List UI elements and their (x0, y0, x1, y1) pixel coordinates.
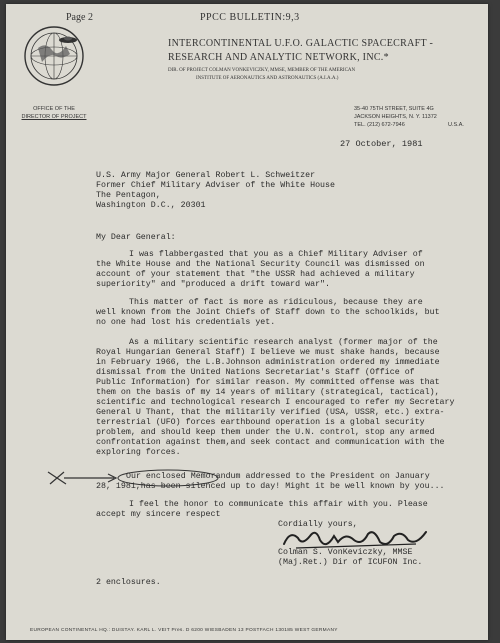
organization-name-line-2: RESEARCH AND ANALYTIC NETWORK, INC.* (168, 52, 389, 63)
body-line: confrontation against them,and seek contact and communication with the (96, 438, 445, 447)
recipient-line: Former Chief Military Adviser of the White House (96, 181, 335, 190)
body-line: accept my sincere respect (96, 510, 221, 519)
address-line: JACKSON HEIGHTS, N. Y. 11372 (354, 114, 437, 120)
enclosures-note: 2 enclosures. (96, 578, 161, 587)
body-line: well known from the Joint Chiefs of Staff down to the schoolkids, but (96, 308, 440, 317)
body-line: As a military scientific research analyst (former major of the (129, 338, 438, 347)
page-number: Page 2 (66, 12, 93, 23)
body-line: dismissal from the United Nations Secretariat's Staff (Office of (96, 368, 415, 377)
country-line: U.S.A. (448, 122, 464, 128)
body-line: terrestrial (UFO) forces earthbound operation is a global security (96, 418, 425, 427)
body-line: account of your statement that "the USSR had achieved a military (96, 270, 415, 279)
signer-title: (Maj.Ret.) Dir of ICUFON Inc. (278, 558, 423, 567)
body-line: in February 1966, the L.B.Johnson administration ordered my immediate (96, 358, 440, 367)
body-line: problem, and should keep them under the U.N. control, stop any armed (96, 428, 435, 437)
recipient-line: The Pentagon, (96, 191, 161, 200)
salutation: My Dear General: (96, 233, 176, 242)
organization-name-line-1: INTERCONTINENTAL U.F.O. GALACTIC SPACECRAFT - (168, 38, 434, 49)
office-label: DIRECTOR OF PROJECT (21, 114, 87, 120)
body-line: 28, 1981,has been silenced up to day! Might it be well known by you... (96, 482, 445, 491)
phone-line: TEL. (212) 672-7946 (354, 122, 405, 128)
body-line: scientific and technological research I encouraged to refer my Secretary (96, 398, 455, 407)
body-line: the White House and the National Security Council was dismissed on (96, 260, 425, 269)
letter-date: 27 October, 1981 (340, 139, 423, 149)
body-line: I was flabbergasted that you as a Chief Military Adviser of (129, 250, 423, 259)
director-line-1: DIR. OF PROJECT COLMAN VONKEVICZKY, MMSE, MEMBER OF THE AMERICAN (168, 68, 356, 73)
body-line: exploring forces. (96, 448, 181, 457)
body-line: I feel the honor to communicate this affair with you. Please (129, 500, 428, 509)
signer-name: Colman S. VonKeviczky, MMSE (278, 548, 413, 557)
bulletin-label: PPCC BULLETIN:9,3 (200, 12, 300, 23)
body-line: This matter of fact is more as ridiculous, because they are (129, 298, 423, 307)
body-line: Royal Hungarian General Staff) I believe we must shake hands, because (96, 348, 440, 357)
closing: Cordially yours, (278, 520, 358, 529)
body-line: Public Information) for similar reason. My committed offense was that (96, 378, 440, 387)
recipient-line: U.S. Army Major General Robert L. Schweitzer (96, 171, 316, 180)
office-label: OFFICE OF THE (33, 106, 75, 112)
globe-seal-icon (22, 24, 86, 88)
body-line: them on the basis of my 14 years of military (strategical, tactical), (96, 388, 440, 397)
address-line: 35-40 75TH STREET, SUITE 4G (354, 106, 434, 112)
body-line: no one had lost his credentials yet. (96, 318, 276, 327)
recipient-line: Washington D.C., 20301 (96, 201, 206, 210)
body-line: General U Thant, that the militarily verified (USA, USSR, etc.) extra- (96, 408, 445, 417)
director-line-2: INSTITUTE OF AERONAUTICS AND ASTRONAUTICS (A.I.A.A.) (196, 76, 339, 81)
footer-address: EUROPEAN CONTINENTAL HQ.: DUISTAY. KARL L. VEIT Pres. D 6200 WIESBADEN 13 POSTFACH 130185 WEST GERMANY (30, 628, 338, 633)
body-line: Our enclosed Memorandum addressed to the President on January (126, 472, 430, 481)
body-line: superiority" and "produced a drift toward war". (96, 280, 331, 289)
